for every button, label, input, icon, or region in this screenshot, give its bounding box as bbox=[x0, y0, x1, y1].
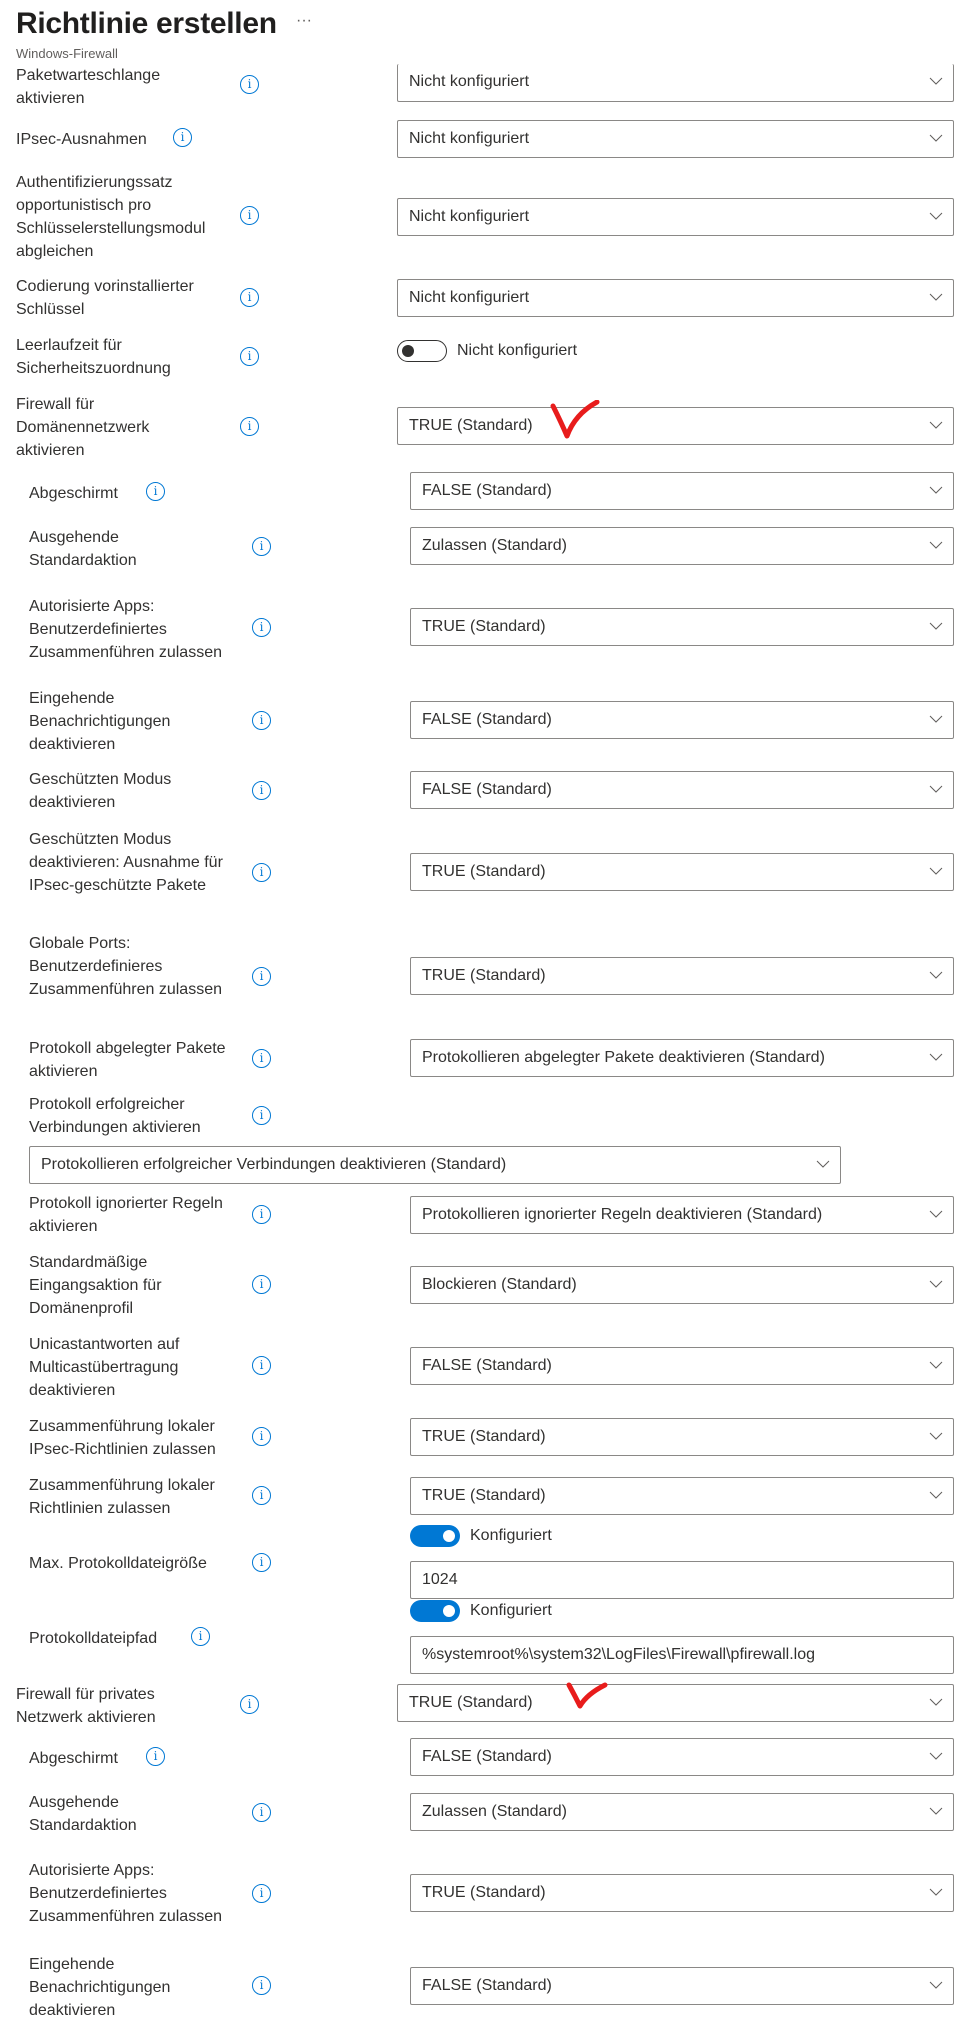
info-icon[interactable]: i bbox=[252, 1553, 271, 1572]
dropdown-eingehende-benachrichtigungen[interactable] bbox=[410, 701, 954, 739]
dropdown-value: Zulassen (Standard) bbox=[422, 537, 567, 554]
chevron-down-icon bbox=[929, 209, 943, 223]
dropdown-value: TRUE (Standard) bbox=[409, 417, 533, 434]
dropdown-value: Blockieren (Standard) bbox=[422, 1276, 577, 1293]
chevron-down-icon bbox=[929, 1749, 943, 1763]
chevron-down-icon bbox=[929, 1207, 943, 1221]
info-icon[interactable]: i bbox=[240, 288, 259, 307]
chevron-down-icon bbox=[929, 131, 943, 145]
page-subtitle: Windows-Firewall bbox=[16, 46, 118, 61]
chevron-down-icon bbox=[929, 864, 943, 878]
setting-label: Autorisierte Apps: Benutzerdefiniertes Zusammenführen zulassen bbox=[29, 1862, 222, 1925]
info-icon[interactable]: i bbox=[252, 1205, 271, 1224]
setting-label: Geschützten Modus deaktivieren: Ausnahme für IPsec-geschützte Pakete bbox=[29, 831, 223, 894]
chevron-down-icon bbox=[929, 290, 943, 304]
setting-label: Protokoll abgelegter Pakete aktivieren bbox=[29, 1040, 226, 1080]
dropdown-value: Nicht konfiguriert bbox=[409, 208, 530, 225]
dropdown-privat-eingehende[interactable] bbox=[410, 1967, 954, 2005]
dropdown-value: TRUE (Standard) bbox=[422, 863, 546, 880]
info-icon[interactable]: i bbox=[240, 206, 259, 225]
dropdown-value: TRUE (Standard) bbox=[409, 1694, 533, 1711]
info-icon[interactable]: i bbox=[240, 1695, 259, 1714]
setting-label: Leerlaufzeit für Sicherheitszuordnung bbox=[16, 337, 171, 377]
red-checkmark-annotation-icon bbox=[565, 1682, 615, 1712]
info-icon[interactable]: i bbox=[252, 1884, 271, 1903]
setting-label: Firewall für privates Netzwerk aktivieren bbox=[16, 1686, 156, 1726]
setting-label: Abgeschirmt bbox=[29, 1750, 118, 1767]
dropdown-value: Nicht konfiguriert bbox=[409, 130, 530, 147]
info-icon[interactable]: i bbox=[240, 347, 259, 366]
dropdown-protokoll-ignorierter-regeln[interactable] bbox=[410, 1196, 954, 1234]
dropdown-value: FALSE (Standard) bbox=[422, 711, 552, 728]
info-icon[interactable]: i bbox=[240, 417, 259, 436]
red-checkmark-annotation-icon bbox=[545, 400, 605, 440]
setting-label: Protokoll erfolgreicher Verbindungen aktivieren bbox=[29, 1096, 201, 1136]
info-icon[interactable]: i bbox=[240, 75, 259, 94]
chevron-down-icon bbox=[929, 1429, 943, 1443]
dropdown-firewall-privat[interactable] bbox=[397, 1684, 954, 1722]
chevron-down-icon bbox=[929, 1978, 943, 1992]
info-icon[interactable]: i bbox=[252, 1976, 271, 1995]
setting-label: Abgeschirmt bbox=[29, 485, 118, 502]
dropdown-lokale-richtlinien[interactable] bbox=[410, 1477, 954, 1515]
dropdown-lokale-ipsec-richtlinien[interactable] bbox=[410, 1418, 954, 1456]
dropdown-value: Nicht konfiguriert bbox=[409, 289, 530, 306]
info-icon[interactable]: i bbox=[252, 1803, 271, 1822]
dropdown-codierung[interactable] bbox=[397, 279, 954, 317]
dropdown-protokoll-abgelegter-pakete[interactable] bbox=[410, 1039, 954, 1077]
setting-label: Codierung vorinstallierter Schlüssel bbox=[16, 278, 194, 318]
toggle-label: Konfiguriert bbox=[470, 1527, 552, 1544]
info-icon[interactable]: i bbox=[146, 1747, 165, 1766]
dropdown-standard-eingangsaktion[interactable] bbox=[410, 1266, 954, 1304]
dropdown-protokoll-erfolgreicher-verbindungen[interactable] bbox=[29, 1146, 841, 1184]
dropdown-value: TRUE (Standard) bbox=[422, 1884, 546, 1901]
setting-label: Firewall für Domänennetzwerk aktivieren bbox=[16, 396, 150, 459]
toggle-leerlaufzeit[interactable] bbox=[397, 340, 447, 362]
max-protokolldateigroesse-input[interactable]: 1024 bbox=[410, 1561, 954, 1599]
chevron-down-icon bbox=[929, 483, 943, 497]
dropdown-ipsec-ausnahmen[interactable] bbox=[397, 120, 954, 158]
setting-label: Max. Protokolldateigröße bbox=[29, 1555, 207, 1572]
setting-label: Unicastantworten auf Multicastübertragung deaktivieren bbox=[29, 1336, 180, 1399]
info-icon[interactable]: i bbox=[146, 482, 165, 501]
setting-label: Ausgehende Standardaktion bbox=[29, 1794, 137, 1834]
info-icon[interactable]: i bbox=[173, 128, 192, 147]
dropdown-value: TRUE (Standard) bbox=[422, 1487, 546, 1504]
setting-label-clip bbox=[16, 64, 231, 110]
info-icon[interactable]: i bbox=[252, 711, 271, 730]
dropdown-value: Protokollieren ignorierter Regeln deaktivieren (Standard) bbox=[422, 1206, 823, 1223]
setting-label: Paketwarteschlange aktivieren bbox=[16, 67, 161, 107]
dropdown-value: FALSE (Standard) bbox=[422, 1977, 552, 1994]
dropdown-paketwarteschlange[interactable] bbox=[397, 64, 954, 102]
info-icon[interactable]: i bbox=[252, 618, 271, 637]
setting-label: Eingehende Benachrichtigungen deaktivieren bbox=[29, 690, 171, 753]
dropdown-firewall-domaene[interactable] bbox=[397, 407, 954, 445]
setting-label: Ausgehende Standardaktion bbox=[29, 529, 137, 569]
protokolldateipfad-input[interactable]: %systemroot%\system32\LogFiles\Firewall\pfirewall.log bbox=[410, 1636, 954, 1674]
chevron-down-icon bbox=[929, 418, 943, 432]
setting-label: Zusammenführung lokaler IPsec-Richtlinien zulassen bbox=[29, 1418, 216, 1458]
dropdown-value: FALSE (Standard) bbox=[422, 1748, 552, 1765]
dropdown-ausgehende-standardaktion[interactable] bbox=[410, 527, 954, 565]
setting-label: Standardmäßige Eingangsaktion für Domänenprofil bbox=[29, 1254, 162, 1317]
dropdown-autorisierte-apps[interactable] bbox=[410, 608, 954, 646]
chevron-down-icon bbox=[929, 619, 943, 633]
dropdown-geschuetzter-modus-ausnahme[interactable] bbox=[410, 853, 954, 891]
dropdown-authentifizierungssatz[interactable] bbox=[397, 198, 954, 236]
chevron-down-icon bbox=[929, 968, 943, 982]
chevron-down-icon bbox=[929, 712, 943, 726]
chevron-down-icon bbox=[929, 538, 943, 552]
dropdown-privat-autorisierte-apps[interactable] bbox=[410, 1874, 954, 1912]
chevron-down-icon bbox=[929, 1358, 943, 1372]
setting-label: Geschützten Modus deaktivieren bbox=[29, 771, 172, 811]
dropdown-globale-ports[interactable] bbox=[410, 957, 954, 995]
dropdown-value: Nicht konfiguriert bbox=[409, 73, 530, 90]
dropdown-privat-ausgehende[interactable] bbox=[410, 1793, 954, 1831]
dropdown-value: TRUE (Standard) bbox=[422, 618, 546, 635]
dropdown-privat-abgeschirmt[interactable] bbox=[410, 1738, 954, 1776]
setting-label: Globale Ports: Benutzerdefinieres Zusammenführen zulassen bbox=[29, 935, 222, 998]
dropdown-value: Protokollieren abgelegter Pakete deaktivieren (Standard) bbox=[422, 1049, 825, 1066]
chevron-down-icon bbox=[929, 1050, 943, 1064]
setting-label: Authentifizierungssatz opportunistisch pro Schlüsselerstellungsmodul abgleichen bbox=[16, 174, 206, 260]
setting-label: Protokolldateipfad bbox=[29, 1630, 158, 1647]
chevron-down-icon bbox=[929, 1885, 943, 1899]
info-icon[interactable]: i bbox=[252, 1275, 271, 1294]
dropdown-value: FALSE (Standard) bbox=[422, 781, 552, 798]
chevron-down-icon bbox=[929, 74, 943, 88]
info-icon[interactable]: i bbox=[252, 781, 271, 800]
info-icon[interactable]: i bbox=[252, 1486, 271, 1505]
ellipsis-icon[interactable]: ··· bbox=[296, 12, 312, 29]
page-title: Richtlinie erstellen bbox=[16, 7, 277, 40]
toggle-label: Nicht konfiguriert bbox=[457, 342, 578, 359]
info-icon[interactable]: i bbox=[191, 1627, 210, 1646]
chevron-down-icon bbox=[929, 1695, 943, 1709]
dropdown-value: FALSE (Standard) bbox=[422, 1357, 552, 1374]
toggle-protokolldateipfad[interactable] bbox=[410, 1600, 460, 1622]
info-icon[interactable]: i bbox=[252, 1106, 271, 1125]
chevron-down-icon bbox=[816, 1157, 830, 1171]
setting-label: Protokoll ignorierter Regeln aktivieren bbox=[29, 1195, 223, 1235]
setting-label: Eingehende Benachrichtigungen deaktivieren bbox=[29, 1956, 171, 2019]
dropdown-unicastantworten[interactable] bbox=[410, 1347, 954, 1385]
setting-label: Zusammenführung lokaler Richtlinien zulassen bbox=[29, 1477, 215, 1517]
dropdown-geschuetzter-modus[interactable] bbox=[410, 771, 954, 809]
info-icon[interactable]: i bbox=[252, 967, 271, 986]
chevron-down-icon bbox=[929, 1488, 943, 1502]
dropdown-value: TRUE (Standard) bbox=[422, 1428, 546, 1445]
dropdown-value: TRUE (Standard) bbox=[422, 967, 546, 984]
toggle-max-protokolldateigroesse[interactable] bbox=[410, 1525, 460, 1547]
chevron-down-icon bbox=[929, 782, 943, 796]
info-icon[interactable]: i bbox=[252, 1356, 271, 1375]
info-icon[interactable]: i bbox=[252, 537, 271, 556]
dropdown-value: Zulassen (Standard) bbox=[422, 1803, 567, 1820]
chevron-down-icon bbox=[929, 1277, 943, 1291]
setting-label: Autorisierte Apps: Benutzerdefiniertes Zusammenführen zulassen bbox=[29, 598, 222, 661]
dropdown-abgeschirmt[interactable] bbox=[410, 472, 954, 510]
info-icon[interactable]: i bbox=[252, 863, 271, 882]
toggle-label: Konfiguriert bbox=[470, 1602, 552, 1619]
setting-label: IPsec-Ausnahmen bbox=[16, 131, 147, 148]
info-icon[interactable]: i bbox=[252, 1049, 271, 1068]
dropdown-value: FALSE (Standard) bbox=[422, 482, 552, 499]
chevron-down-icon bbox=[929, 1804, 943, 1818]
info-icon[interactable]: i bbox=[252, 1427, 271, 1446]
dropdown-value: Protokollieren erfolgreicher Verbindungen deaktivieren (Standard) bbox=[41, 1156, 507, 1173]
